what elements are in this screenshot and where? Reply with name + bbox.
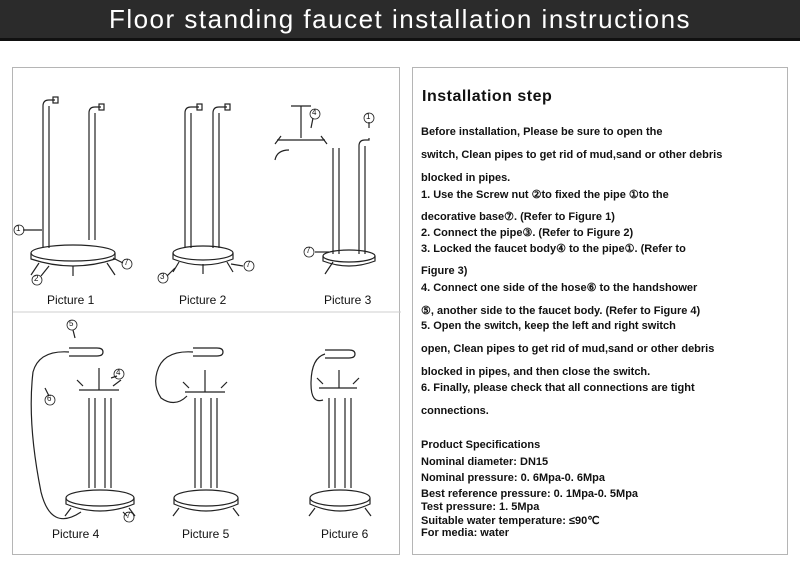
spec-line: Test pressure: 1. 5Mpa: [421, 501, 540, 513]
product-specifications-heading: Product Specifications: [421, 439, 541, 451]
instruction-line: 6. Finally, please check that all connections are tight: [421, 382, 695, 394]
instruction-line: blocked in pipes, and then close the switch.: [421, 366, 651, 378]
picture-2-caption: Picture 2: [179, 293, 227, 307]
page-title: Floor standing faucet installation instructions: [108, 4, 692, 34]
picture-4-caption: Picture 4: [52, 527, 100, 541]
callout-6: 6: [47, 394, 52, 403]
callout-7: 7: [306, 246, 311, 255]
spec-line: Nominal pressure: 0. 6Mpa-0. 6Mpa: [421, 472, 605, 484]
instruction-line: open, Clean pipes to get rid of mud,sand or other debris: [421, 343, 715, 355]
instruction-line: 2. Connect the pipe③. (Refer to Figure 2): [421, 227, 634, 239]
instruction-line: Before installation, Please be sure to open the: [421, 126, 663, 138]
figure-3-drawing: [275, 106, 375, 274]
figure-4-drawing: [31, 330, 135, 519]
figure-6-drawing: [309, 350, 371, 516]
picture-3-caption: Picture 3: [324, 293, 372, 307]
instruction-line: 3. Locked the faucet body④ to the pipe①. (Refer to: [421, 243, 686, 255]
callout-7: 7: [126, 511, 131, 520]
picture-5-caption: Picture 5: [182, 527, 230, 541]
callout-4: 4: [116, 368, 121, 377]
picture-6-caption: Picture 6: [321, 527, 369, 541]
callout-7: 7: [246, 260, 251, 269]
callout-1: 1: [366, 112, 371, 121]
instructions-panel: [412, 67, 788, 555]
figure-2-callouts: [158, 261, 254, 283]
header-bar: [0, 0, 800, 41]
figures-panel: [12, 67, 400, 555]
callout-4: 4: [312, 108, 317, 117]
installation-figures: [13, 68, 401, 556]
instruction-line: blocked in pipes.: [421, 172, 511, 184]
callout-5: 5: [69, 319, 74, 328]
installation-step-heading: Installation step: [422, 88, 553, 105]
instruction-line: connections.: [421, 405, 489, 417]
figure-1-drawing: [23, 97, 123, 276]
callout-2: 2: [34, 274, 39, 283]
instruction-line: ⑤, another side to the faucet body. (Refer to Figure 4): [421, 305, 701, 317]
figure-5-drawing: [156, 348, 239, 516]
figure-2-drawing: [167, 104, 243, 276]
instruction-line: decorative base⑦. (Refer to Figure 1): [421, 211, 615, 223]
spec-line: Best reference pressure: 0. 1Mpa-0. 5Mpa: [421, 488, 639, 500]
instruction-line: Figure 3): [421, 265, 468, 277]
spec-line: Nominal diameter: DN15: [421, 456, 549, 468]
spec-line: Suitable water temperature: ≤90℃: [421, 515, 600, 527]
callout-7: 7: [124, 258, 129, 267]
spec-line: For media: water: [421, 527, 510, 539]
instruction-line: 4. Connect one side of the hose⑥ to the handshower: [421, 282, 698, 294]
instruction-line: switch, Clean pipes to get rid of mud,sand or other debris: [421, 149, 723, 161]
instruction-line: 1. Use the Screw nut ②to fixed the pipe ①to the: [421, 189, 669, 201]
picture-1-caption: Picture 1: [47, 293, 95, 307]
callout-1: 1: [16, 224, 21, 233]
callout-3: 3: [160, 272, 165, 281]
instruction-line: 5. Open the switch, keep the left and right switch: [421, 320, 676, 332]
